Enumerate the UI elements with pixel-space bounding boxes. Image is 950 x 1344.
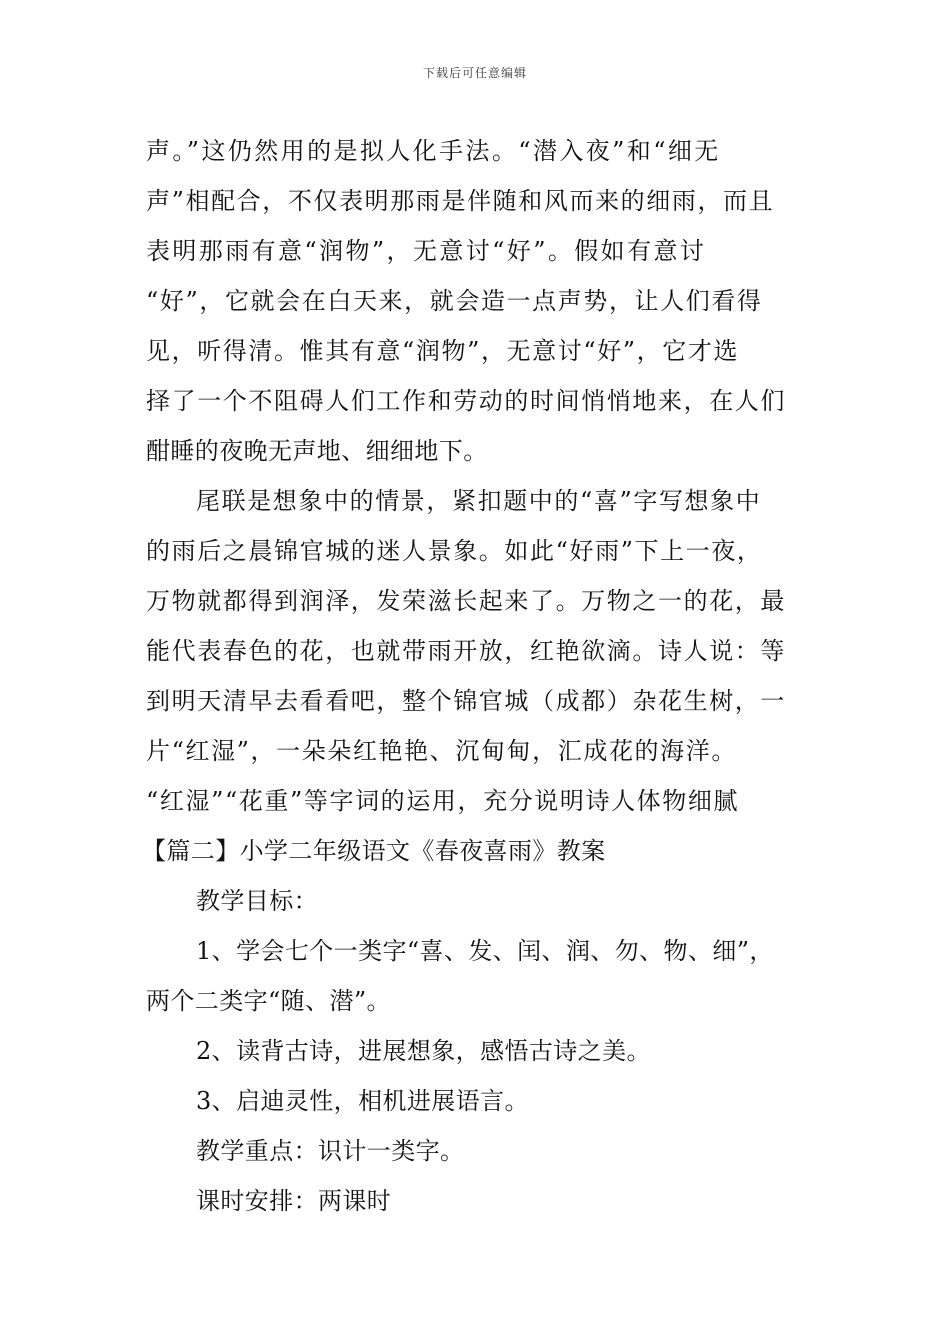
paragraph-line: 万物就都得到润泽，发荣滋长起来了。万物之一的花，最 — [146, 587, 786, 615]
paragraph-line: 声。”这仍然用的是拟人化手法。“潜入夜”和“细无 — [146, 137, 721, 165]
paragraph-line: 酣睡的夜晚无声地、细细地下。 — [146, 437, 488, 465]
paragraph-line: “红湿”“花重”等字词的运用，充分说明诗人体物细腻 — [146, 787, 740, 815]
paragraph-line: 表明那雨有意“润物”，无意讨“好”。假如有意讨 — [146, 237, 707, 265]
paragraph-line: 1、学会七个一类字“喜、发、闰、润、勿、物、细”， — [196, 937, 774, 965]
paragraph-line: 片“红湿”，一朵朵红艳艳、沉甸甸，汇成花的海洋。 — [146, 737, 737, 765]
paragraph-line: 尾联是想象中的情景，紧扣题中的“喜”字写想象中 — [196, 487, 762, 515]
paragraph-line: 见，听得清。惟其有意“润物”，无意讨“好”，它才选 — [146, 337, 740, 365]
section-heading: 【篇二】小学二年级语文《春夜喜雨》教案 — [142, 837, 606, 865]
paragraph-line: 的雨后之晨锦官城的迷人景象。如此“好雨”下上一夜， — [146, 537, 763, 565]
paragraph-line: 到明天清早去看看吧，整个锦官城（成都）杂花生树，一 — [146, 687, 786, 715]
paragraph-line: 两个二类字“随、潜”。 — [146, 987, 391, 1015]
paragraph-line: 择了一个不阻碍人们工作和劳动的时间悄悄地来，在人们 — [146, 387, 786, 415]
paragraph-line: 课时安排：两课时 — [196, 1187, 392, 1215]
paragraph-line: 3、启迪灵性，相机进展语言。 — [196, 1087, 529, 1115]
paragraph-line: “好”，它就会在白天来，就会造一点声势，让人们看得 — [146, 287, 763, 315]
paragraph-line: 教学重点：识计一类字。 — [196, 1137, 465, 1165]
page-header: 下载后可任意编辑 — [422, 66, 527, 80]
paragraph-line: 2、读背古诗，进展想象，感悟古诗之美。 — [196, 1037, 651, 1065]
paragraph-line: 能代表春色的花，也就带雨开放，红艳欲滴。诗人说：等 — [146, 637, 786, 665]
document-body — [142, 126, 826, 1226]
paragraph-line: 声”相配合，不仅表明那雨是伴随和风而来的细雨，而且 — [146, 187, 775, 215]
paragraph-line: 教学目标： — [196, 887, 318, 915]
